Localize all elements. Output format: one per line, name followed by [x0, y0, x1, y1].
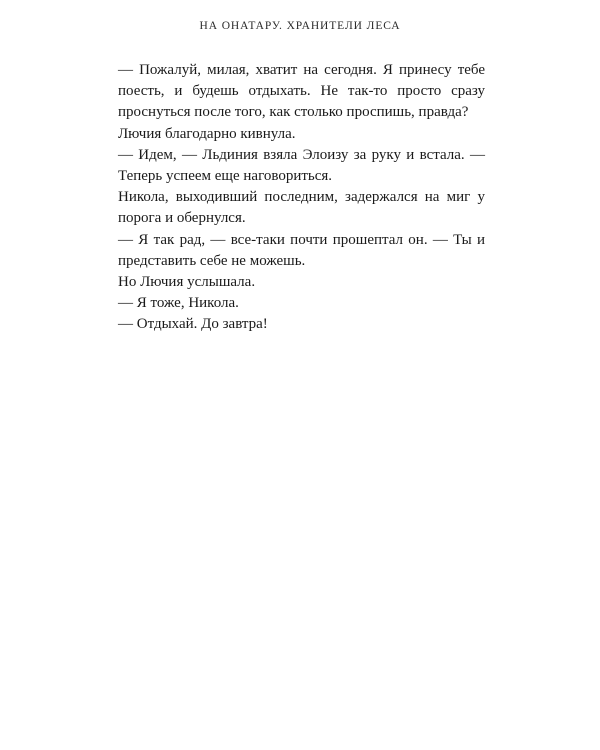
paragraph: — Я так рад, — все-таки почти прошептал он. — Ты и представить себе не можешь.: [118, 231, 485, 269]
paragraph: Но Лючия услышала.: [118, 274, 256, 291]
paragraph: — Пожалуй, милая, хватит на сегодня. Я принесу тебе поесть, и будешь отдыхать. Не так-то просто сразу проснуться после того, как столько проспишь, правда?: [118, 62, 485, 121]
paragraph: — Идем, — Льдиния взяла Элоизу за руку и встала. — Теперь успеем еще наговориться.: [118, 146, 485, 185]
paragraph: Никола, выходивший последним, задержался на миг у порога и обернулся.: [118, 189, 485, 227]
page-text: [118, 60, 485, 336]
paragraph: — Я тоже, Никола.: [118, 295, 239, 312]
paragraph: — Отдыхай. До завтра!: [118, 316, 268, 333]
paragraph: Лючия благодарно кивнула.: [118, 125, 296, 142]
running-head: НА ОНАТАРУ. ХРАНИТЕЛИ ЛЕСА: [199, 20, 401, 32]
